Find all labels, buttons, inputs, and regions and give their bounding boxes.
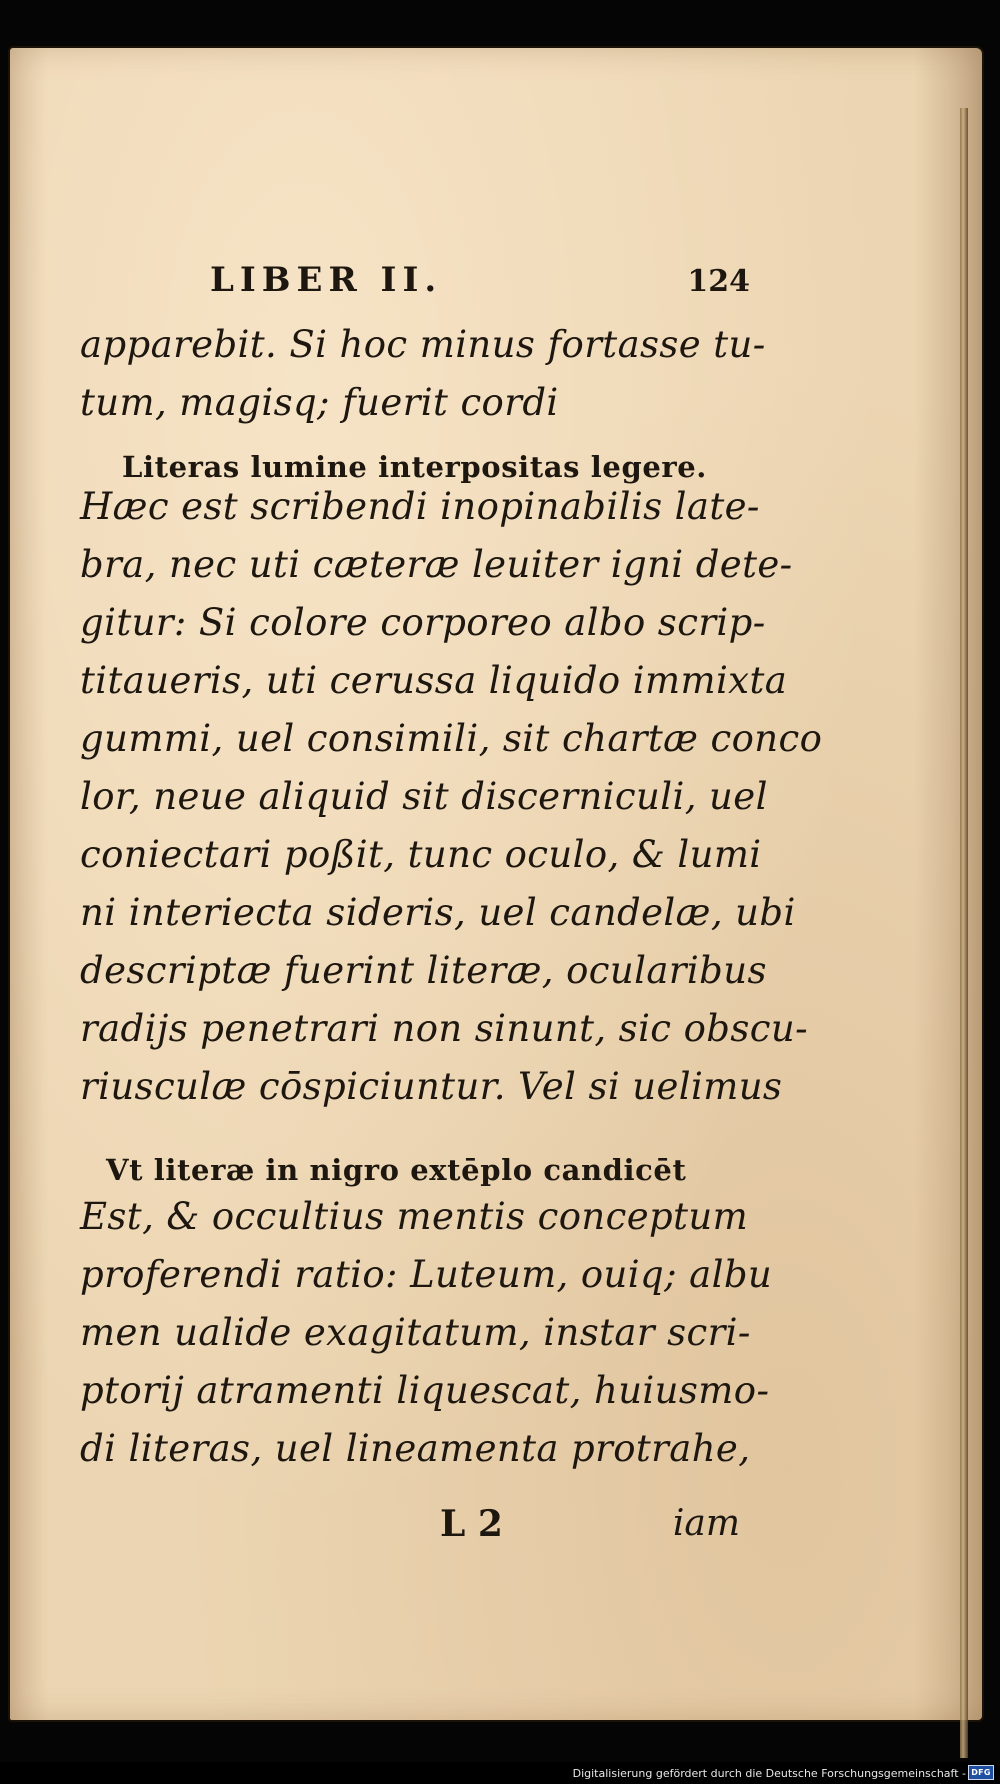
text-line: proferendi ratio: Luteum, ouiq; albu <box>80 1253 773 1296</box>
dfg-logo: DFG <box>968 1765 994 1780</box>
text-line: riusculæ cōspiciuntur. Vel si uelimus <box>80 1065 783 1108</box>
text-line: apparebit. Si hoc minus fortasse tu- <box>80 323 766 366</box>
text-line: bra, nec uti cæteræ leuiter igni dete- <box>80 543 793 586</box>
text-line: ni interiecta sideris, uel candelæ, ubi <box>80 891 796 934</box>
text-line: coniectari poßit, tunc oculo, & lumi <box>80 833 762 876</box>
text-line: titaueris, uti cerussa liquido immixta <box>80 659 788 702</box>
text-line: gummi, uel consimili, sit chartæ conco <box>80 717 823 760</box>
running-header <box>210 260 750 310</box>
text-block-2 <box>80 478 823 1116</box>
text-block-1 <box>80 316 766 432</box>
text-line: tum, magisq; fuerit cordi <box>80 381 559 424</box>
section-heading-2: Vt literæ in nigro extēplo candicēt <box>106 1153 687 1187</box>
page-edge <box>960 108 968 1758</box>
text-line: radijs penetrari non sinunt, sic obscu- <box>80 1007 808 1050</box>
book-page <box>10 48 982 1720</box>
folio-number: 124 <box>687 264 750 299</box>
catchline <box>440 1503 740 1553</box>
text-block-3 <box>80 1188 773 1478</box>
text-line: di literas, uel lineamenta protrahe, <box>80 1427 751 1470</box>
text-line: ptorij atramenti liquescat, huiusmo- <box>80 1369 770 1412</box>
signature-mark: L 2 <box>440 1503 503 1545</box>
text-line: descriptæ fuerint literæ, ocularibus <box>80 949 767 992</box>
text-line: gitur: Si colore corporeo albo scrip- <box>80 601 766 644</box>
text-line: Hæc est scribendi inopinabilis late- <box>80 485 760 528</box>
footer-bar <box>0 1762 1000 1784</box>
funding-credit: Digitalisierung gefördert durch die Deutsche Forschungsgemeinschaft - <box>572 1767 966 1780</box>
running-title: LIBER II. <box>210 260 443 300</box>
text-line: men ualide exagitatum, instar scri- <box>80 1311 751 1354</box>
text-line: lor, neue aliquid sit discerniculi, uel <box>80 775 768 818</box>
section-heading-1: Literas lumine interpositas legere. <box>122 450 707 484</box>
text-line: Est, & occultius mentis conceptum <box>80 1195 749 1238</box>
catchword: iam <box>672 1503 740 1544</box>
